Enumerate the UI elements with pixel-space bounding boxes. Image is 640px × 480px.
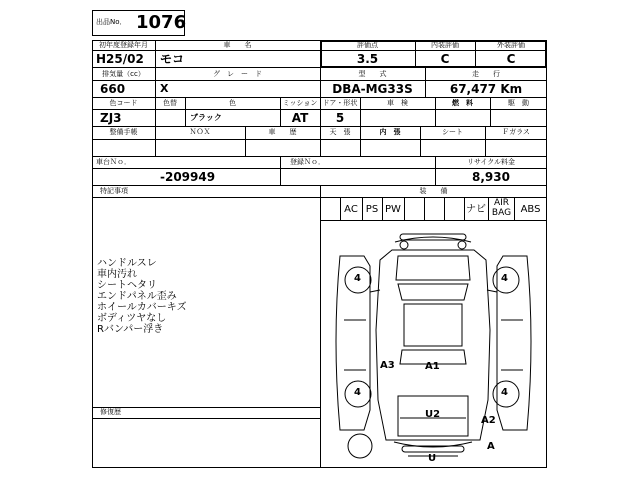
transmission-value: AT xyxy=(291,111,309,125)
color-change-label: 色替 xyxy=(163,99,177,107)
fuel-label: 燃 料 xyxy=(452,99,473,107)
displacement-value: 660 xyxy=(100,82,126,96)
equip-airbag: AIR BAG xyxy=(491,198,512,218)
first-reg-value: H25/02 xyxy=(96,52,144,66)
windshield-label: Ｆガラス xyxy=(502,128,530,136)
seat-label: シート xyxy=(442,128,463,136)
displacement-label: 排気量（cc） xyxy=(102,70,145,78)
mileage-label: 走 行 xyxy=(472,70,500,78)
interior-trim-label: 内 張 xyxy=(379,128,401,136)
tire-mark-rear-right: 4 xyxy=(501,387,508,398)
grade-label: グ レ ー ド xyxy=(213,70,262,78)
equip-ps: PS xyxy=(365,204,379,215)
score-label: 評価点 xyxy=(357,41,378,49)
note-line: ハンドルスレ xyxy=(97,258,157,269)
note-line: シートヘタリ xyxy=(97,280,157,291)
tire-mark-rear-left: 4 xyxy=(354,387,361,398)
tire-mark-front-right: 4 xyxy=(501,273,508,284)
chassis-no-label: 車台Ｎｏ． xyxy=(96,158,131,166)
damage-mark-a3: A3 xyxy=(380,360,395,371)
equip-abs: ABS xyxy=(520,204,541,215)
equip-pw: PW xyxy=(385,204,401,215)
car-diagram xyxy=(320,220,547,468)
damage-mark-u: U xyxy=(428,453,437,464)
nox-label: ＮＯＸ xyxy=(189,128,211,136)
exterior-value: C xyxy=(506,52,516,66)
doors-value: 5 xyxy=(335,111,345,125)
model-value: DBA-MG33S xyxy=(332,82,413,96)
recycle-label: リサイクル料金 xyxy=(466,158,516,166)
transmission-label: ミッション xyxy=(282,99,318,107)
equip-navi: ナビ xyxy=(466,204,486,215)
note-line: エンドパネル歪み xyxy=(97,291,177,302)
note-line: ホイールカバーキズ xyxy=(97,302,187,313)
interior-label: 内装評価 xyxy=(431,41,459,49)
lot-number: 1076 xyxy=(136,12,187,33)
note-line: ボディツヤなし xyxy=(97,313,167,324)
equip-ac: AC xyxy=(344,204,358,215)
note-line: 車内汚れ xyxy=(97,269,137,280)
color-code-value: ZJ3 xyxy=(100,111,122,125)
grade-value: X xyxy=(160,82,169,95)
exterior-label: 外装評価 xyxy=(497,41,525,49)
interior-value: C xyxy=(440,52,450,66)
history-label: 車 歴 xyxy=(268,128,297,136)
notes-list xyxy=(97,258,187,335)
damage-mark-u2: U2 xyxy=(425,409,441,420)
tire-mark-front-left: 4 xyxy=(354,273,361,284)
recycle-value: 8,930 xyxy=(472,170,510,184)
reg-no-label: 登録Ｎｏ． xyxy=(290,158,325,166)
car-name-label: 車 名 xyxy=(223,41,252,49)
doors-label: ドア・形状 xyxy=(322,99,358,107)
equipment-label: 装 備 xyxy=(419,187,448,195)
model-label: 型 式 xyxy=(358,70,387,78)
drive-label: 駆 動 xyxy=(508,99,529,107)
chassis-no-value: -209949 xyxy=(160,170,216,184)
inspection-label: 車 検 xyxy=(387,99,408,107)
color-label: 色 xyxy=(229,99,236,107)
repair-label: 修復歴 xyxy=(100,408,121,416)
lot-label: 出品No． xyxy=(96,18,127,26)
car-name-value: モコ xyxy=(160,52,185,66)
note-line: Rバンパー浮き xyxy=(97,324,164,335)
service-book-label: 整備手帳 xyxy=(109,128,138,136)
notes-label: 特記事項 xyxy=(100,187,128,195)
damage-mark-a1: A1 xyxy=(425,361,440,372)
color-value: ブラック xyxy=(190,113,222,122)
mileage-value: 67,477 Km xyxy=(449,82,523,96)
first-reg-label: 初年度登録年月 xyxy=(99,41,148,49)
damage-mark-a2: A2 xyxy=(481,415,496,426)
damage-mark-a: A xyxy=(487,441,495,452)
score-value: 3.5 xyxy=(356,52,379,66)
color-code-label: 色コード xyxy=(109,99,138,107)
headliner-label: 天 張 xyxy=(329,128,351,136)
